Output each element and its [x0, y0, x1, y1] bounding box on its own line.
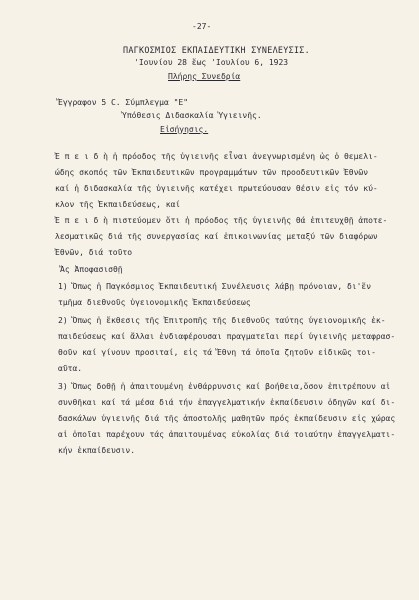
- resolution-1-line: 1) Ὅπως ἡ Παγκόσμιος Ἐκπαιδευτική Συνέλευσις λάβῃ πρόνοιαν, δι'ἕν: [58, 282, 372, 291]
- resolution-2-line: θοῦν καί γίνουν προσιταί, εἰς τά Ἔθνη τά ὁποῖα ζητοῦν εἰδικῶς τοι-: [58, 348, 376, 357]
- preamble-line: καί ἡ διδασκαλία τῆς ὑγιεινῆς κατέχει πρωτεύουσαν θέσιν εἰς τόν κύ-: [55, 184, 378, 193]
- resolution-2-line: παιδεύσεως καί ἄλλαι ἐνδιαφέρουσαι πραγματεῖαι περί ὑγιεινῆς μεταφρασ-: [58, 332, 396, 341]
- resolution-3-line: κήν ἐκπαίδευσιν.: [58, 446, 136, 455]
- document-reference: Ἔγγραφον 5 C. Σύμπλεγμα "E": [58, 98, 189, 107]
- preamble-line: κλον τῆς Ἐκπαιδεύσεως, καί: [55, 200, 181, 209]
- resolution-3-line: 3) Ὅπως δοθῇ ἡ ἀπαιτουμένη ἐνθάρρυνσις καί βοήθεια,ὅσον ἐπιτρέπουν αἱ: [58, 382, 391, 391]
- preamble-line: Ἐθνῶν, διά τοῦτο: [55, 248, 133, 257]
- subject-line: Ὑπόθεσις Διδασκαλία Ὑγιεινῆς.: [122, 111, 262, 120]
- page-number: -27-: [192, 22, 212, 31]
- resolution-2-line: αῦτα.: [58, 364, 83, 373]
- preamble-line: ώδης σκοπός τῶν Ἐκπαιδευτικῶν προγραμμάτων τῶν προοδευτικῶν Ἐθνῶν: [55, 168, 369, 177]
- resolution-3-line: δασκάλων ὑγιεινῆς διά τῆς ἀποστολῆς μαθητῶν πρός ἐκπαίδευσιν εἰς χώρας: [58, 414, 396, 423]
- preamble-line: λεσματικῶς διά τῆς συνεργασίας καί ἐπικοινωνίας μεταξύ τῶν διαφόρων: [55, 232, 378, 241]
- conference-title: ΠΑΓΚΟΣΜΙΟΣ ΕΚΠΑΙΔΕΥΤΙΚΗ ΣΥΝΕΛΕΥΣΙΣ.: [123, 45, 310, 55]
- preamble-line: Ἐ π ε ι δ ὴ ἡ πρόοδος τῆς ὑγιεινῆς εἶναι ἀνεγνωρισμένη ὡς ὁ θεμελι-: [55, 152, 378, 161]
- resolve-label: Ἄς Ἀποφασισθῇ: [60, 265, 123, 274]
- session-label: Πλήρης Συνεδρία: [168, 72, 241, 81]
- resolution-3-line: αἱ ὁποῖαι παρέχουν τάς ἀπαιτουμένας εὐκολίας διά τοιαύτην ἐπαγγελματι-: [58, 430, 396, 439]
- preamble-line: Ἐ π ε ι δ ὴ πιστεύομεν ὅτι ἡ πρόοδος τῆς ὑγιεινῆς θά ἐπιτευχθῇ ἀποτε-: [55, 216, 388, 225]
- report-label: Εἰσήγησις.: [160, 125, 209, 134]
- resolution-2-line: 2) Ὅπως ἡ ἔκθεσις τῆς Ἐπιτροπῆς τῆς διεθνοῦς ταύτης ὑγειονομικῆς ἐκ-: [58, 316, 386, 325]
- resolution-3-line: συνθῆκαι καί τά μέσα διά τήν ἐπαγγελματικήν ἐκπαίδευσιν ὁδηγῶν καί δι-: [58, 398, 396, 407]
- resolution-1-line: τμῆμα διεθνοῦς ὑγειονομικῆς Ἐκπαιδεύσεως: [58, 298, 251, 307]
- conference-dates: 'Ιουνίου 28 ἕως 'Ιουλίου 6, 1923: [134, 58, 289, 67]
